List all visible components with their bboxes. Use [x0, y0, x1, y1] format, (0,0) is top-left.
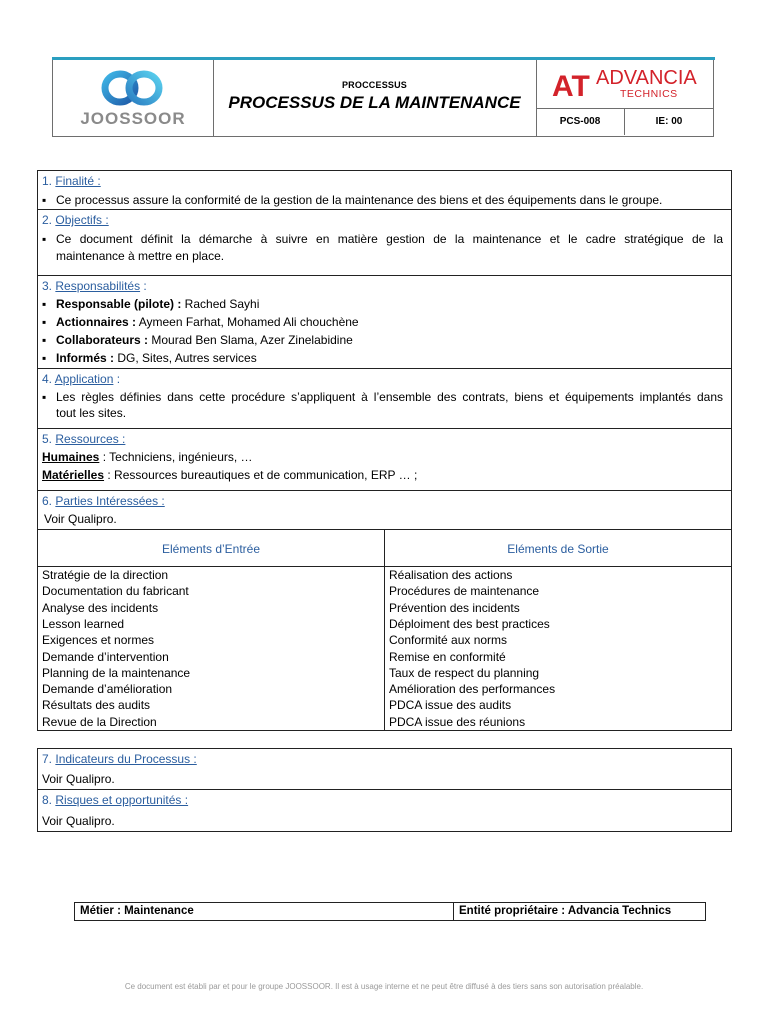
responsable-value: Rached Sayhi — [181, 297, 260, 311]
section-ressources — [37, 428, 732, 491]
section-label: Application — [54, 372, 114, 386]
footer-metier: Métier : Maintenance — [75, 903, 454, 920]
sortie-item: PDCA issue des audits — [389, 698, 512, 713]
bullet-icon: ▪ — [42, 193, 47, 207]
advancia-logo — [536, 60, 714, 109]
advancia-mark-text: AT — [552, 70, 590, 103]
section-label: Ressources : — [55, 432, 126, 446]
indicateurs-value: Voir Qualipro. — [42, 772, 115, 786]
materielles-line — [42, 467, 417, 483]
informes-value: DG, Sites, Autres services — [114, 351, 257, 365]
section-colon: : — [140, 279, 147, 293]
section-responsabilites — [37, 275, 732, 369]
sortie-item: PDCA issue des réunions — [389, 714, 526, 729]
sortie-list — [384, 566, 732, 731]
title-cell — [213, 60, 537, 136]
collaborateurs-line — [56, 332, 723, 349]
advancia-sub: TECHNICS — [620, 88, 678, 100]
responsable-key: Responsable (pilote) : — [56, 297, 182, 311]
advancia-mark-icon — [536, 60, 714, 108]
humaines-key: Humaines — [42, 450, 100, 464]
finalite-text: Ce processus assure la conformité de la gestion de la maintenance des biens et des équipements dans le groupe. — [56, 193, 663, 207]
entree-item: Stratégie de la direction — [42, 568, 169, 582]
application-text-line1: Les règles définies dans cette procédure s’appliquent à l’ensemble des contrats, biens et équipements implantés dans — [56, 390, 723, 404]
bullet-icon: ▪ — [42, 232, 47, 246]
risques-value: Voir Qualipro. — [42, 814, 115, 828]
materielles-value: : Ressources bureautiques et de communication, ERP … ; — [104, 468, 418, 482]
informes-key: Informés : — [56, 351, 115, 365]
section-heading — [42, 494, 165, 508]
sortie-item: Conformité aux norms — [389, 633, 508, 648]
section-objectifs — [37, 209, 732, 276]
section-number: 3. — [42, 279, 53, 293]
section-label: Indicateurs du Processus : — [55, 752, 197, 766]
page-title: PROCESSUS DE LA MAINTENANCE — [228, 93, 521, 112]
sortie-item: Taux de respect du planning — [389, 665, 540, 680]
objectifs-text-line1: Ce document définit la démarche à suivre en matière gestion de la maintenance et le cadre stratégique de la — [56, 232, 723, 246]
application-text-line2: tout les sites. — [56, 406, 127, 420]
reference-cell — [536, 60, 714, 136]
section-heading — [42, 372, 120, 386]
joossoor-logo — [53, 60, 214, 136]
entree-item: Analyse des incidents — [42, 600, 159, 615]
bullet-icon: ▪ — [42, 315, 47, 329]
entree-item: Planning de la maintenance — [42, 665, 191, 680]
section-label: Finalité : — [55, 174, 101, 188]
entree-item: Lesson learned — [42, 616, 125, 631]
bullet-icon: ▪ — [42, 351, 47, 365]
responsable-line — [56, 296, 723, 313]
actionnaires-line — [56, 314, 723, 331]
section-finalite — [37, 170, 732, 210]
entree-item: Demande d’amélioration — [42, 682, 173, 697]
entree-header: Eléments d’Entrée — [37, 529, 385, 567]
section-heading — [42, 793, 188, 807]
section-label: Risques et opportunités : — [55, 793, 189, 807]
entree-list — [37, 566, 385, 731]
sortie-item: Procédures de maintenance — [389, 584, 540, 599]
objectifs-text-line2: maintenance à mettre en place. — [56, 249, 225, 263]
materielles-key: Matérielles — [42, 468, 105, 482]
bullet-icon: ▪ — [42, 333, 47, 347]
entree-item: Résultats des audits — [42, 698, 151, 713]
humaines-value: : Techniciens, ingénieurs, … — [99, 450, 253, 464]
section-number: 7. — [42, 752, 53, 766]
document-header — [52, 60, 714, 137]
sortie-item: Remise en conformité — [389, 649, 506, 664]
section-heading — [42, 432, 125, 446]
section-heading — [42, 213, 109, 227]
bullet-icon: ▪ — [42, 297, 47, 311]
collaborateurs-key: Collaborateurs : — [56, 333, 149, 347]
section-parties — [37, 490, 732, 530]
section-risques — [37, 789, 732, 832]
footer-entite: Entité propriétaire : Advancia Technics — [459, 905, 672, 917]
joossoor-logo-text: JOOSSOOR — [80, 109, 186, 128]
entree-item: Revue de la Direction — [42, 714, 157, 729]
footer-table — [74, 902, 706, 921]
section-label: Parties Intéressées : — [55, 494, 165, 508]
document-code: PCS-008 — [536, 108, 625, 135]
sortie-item: Réalisation des actions — [389, 568, 513, 582]
section-label: Objectifs : — [55, 213, 109, 227]
collaborateurs-value: Mourad Ben Slama, Azer Zinelabidine — [148, 333, 353, 347]
informes-line — [56, 350, 723, 367]
sortie-item: Déploiment des best practices — [389, 616, 550, 631]
joossoor-mark-icon — [53, 60, 213, 136]
actionnaires-key: Actionnaires : — [56, 315, 137, 329]
section-colon: : — [113, 372, 121, 386]
entree-item: Demande d’intervention — [42, 649, 169, 664]
section-heading — [42, 174, 101, 188]
sortie-item: Amélioration des performances — [389, 682, 556, 697]
section-number: 8. — [42, 793, 53, 807]
document-edition: IE: 00 — [655, 116, 683, 127]
entree-item: Documentation du fabricant — [42, 584, 189, 599]
section-number: 1. — [42, 174, 53, 188]
section-number: 5. — [42, 432, 53, 446]
section-indicateurs — [37, 748, 732, 790]
advancia-name: ADVANCIA — [596, 67, 697, 89]
bullet-icon: ▪ — [42, 390, 47, 404]
section-number: 4. — [42, 372, 53, 386]
document-kicker: PROCCESSUS — [341, 80, 407, 90]
section-number: 6. — [42, 494, 53, 508]
disclaimer-text: Ce document est établi par et pour le groupe JOOSSOOR. Il est à usage interne et ne peut être diffusé à des tiers sans son autorisation préalable. — [124, 982, 644, 991]
sortie-item: Prévention des incidents — [389, 600, 520, 615]
section-heading — [42, 279, 147, 293]
actionnaires-value: Aymeen Farhat, Mohamed Ali chouchène — [136, 315, 359, 329]
parties-value: Voir Qualipro. — [44, 512, 117, 526]
section-application — [37, 368, 732, 429]
entree-item: Exigences et normes — [42, 633, 155, 648]
sortie-header: Eléments de Sortie — [384, 529, 732, 567]
section-number: 2. — [42, 213, 53, 227]
section-label: Responsabilités — [55, 279, 141, 293]
section-heading — [42, 752, 197, 766]
humaines-line — [42, 449, 253, 465]
